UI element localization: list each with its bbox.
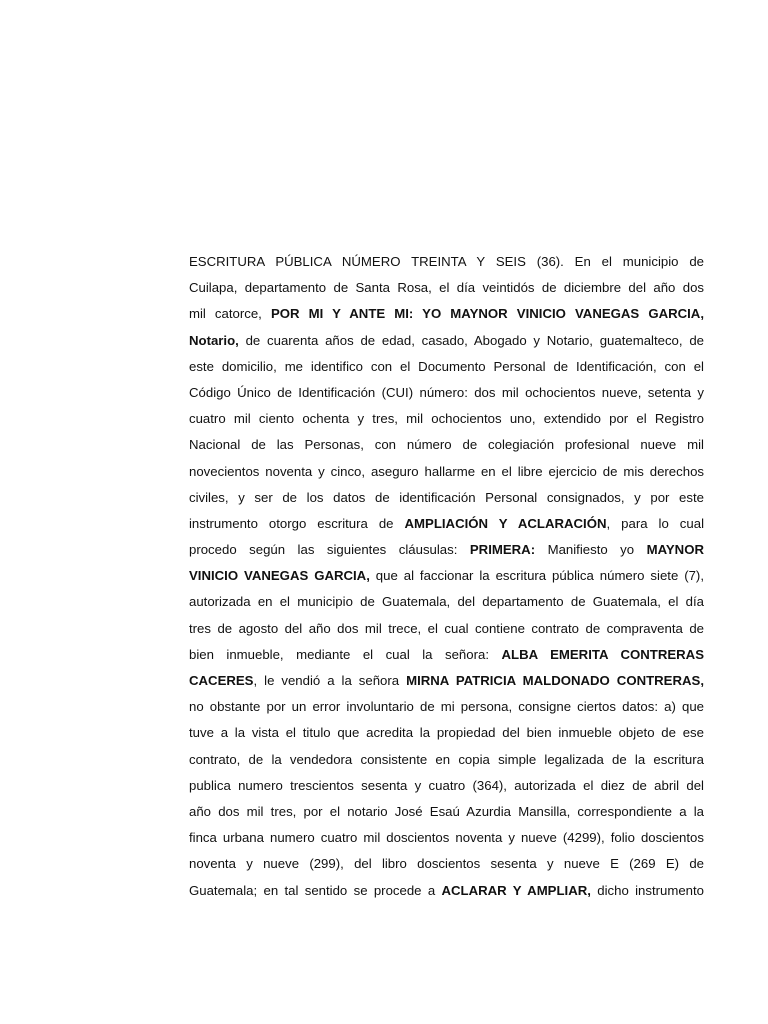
deed-text-body — [189, 249, 704, 904]
text-line — [189, 511, 704, 537]
bold-text-run: MAYNOR — [646, 542, 704, 558]
text-line — [189, 825, 704, 851]
text-run: novecientos noventa y cinco, aseguro hallarme en el libre ejercicio de mis derechos — [189, 463, 704, 479]
text-run: cuatro mil ciento ochenta y tres, mil ochocientos uno, extendido por el Registro — [189, 411, 704, 427]
text-line — [189, 485, 704, 511]
text-run: procedo según las siguientes cláusulas: — [189, 542, 470, 558]
text-line — [189, 301, 704, 327]
text-run: dicho instrumento — [590, 882, 704, 898]
text-line — [189, 616, 704, 642]
text-line — [189, 354, 704, 380]
bold-text-run: ACLARAR Y AMPLIAR, — [441, 882, 591, 898]
text-line — [189, 459, 704, 485]
bold-text-run: PRIMERA: — [469, 542, 536, 558]
text-run: de cuarenta años de edad, casado, Abogado y Notario, guatemalteco, de — [238, 332, 704, 348]
text-run: , para lo cual — [606, 515, 704, 531]
text-line — [189, 432, 704, 458]
text-run: publica numero trescientos sesenta y cuatro (364), autorizada el diez de abril del — [189, 777, 704, 793]
text-line — [189, 537, 704, 563]
text-line — [189, 694, 704, 720]
text-run: este domicilio, me identifico con el Documento Personal de Identificación, con el — [189, 358, 704, 374]
text-run: que al faccionar la escritura pública número siete (7), — [369, 568, 704, 584]
bold-text-run: CACERES — [189, 673, 254, 688]
text-line — [189, 328, 704, 354]
text-run: Nacional de las Personas, con número de colegiación profesional nueve mil — [189, 437, 704, 453]
text-run: civiles, y ser de los datos de identificación Personal consignados, y por este — [189, 489, 704, 505]
text-run: Guatemala; en tal sentido se procede a — [189, 882, 442, 898]
bold-text-run: Notario, — [189, 332, 239, 348]
bold-text-run: VINICIO VANEGAS GARCIA, — [189, 568, 370, 584]
text-line — [189, 406, 704, 432]
text-line — [189, 799, 704, 825]
text-run: Manifiesto yo — [535, 542, 647, 558]
bold-text-run: AMPLIACIÓN Y ACLARACIÓN — [404, 515, 607, 531]
text-line — [189, 851, 704, 877]
bold-text-run: POR MI Y ANTE MI: YO MAYNOR VINICIO VANEGAS GARCIA, — [270, 306, 704, 322]
bold-text-run: MIRNA PATRICIA MALDONADO CONTRERAS, — [406, 673, 704, 688]
bold-text-run: ALBA EMERITA CONTRERAS — [501, 646, 704, 662]
text-run: finca urbana numero cuatro mil doscientos noventa y nueve (4299), folio doscientos — [189, 830, 704, 846]
text-run: noventa y nueve (299), del libro doscientos sesenta y nueve E (269 E) de — [189, 856, 704, 872]
text-run: año dos mil tres, por el notario José Esaú Azurdia Mansilla, correspondiente a la — [189, 803, 704, 819]
text-run: Cuilapa, departamento de Santa Rosa, el día veintidós de diciembre del año dos — [189, 280, 704, 296]
text-line — [189, 275, 704, 301]
text-run: instrumento otorgo escritura de — [189, 515, 405, 531]
text-run: Código Único de Identificación (CUI) número: dos mil ochocientos nueve, setenta y — [189, 384, 704, 400]
text-run: no obstante por un error involuntario de mi persona, consigne ciertos datos: a) que — [189, 699, 704, 715]
text-line — [189, 878, 704, 904]
text-line — [189, 563, 704, 589]
text-line — [189, 380, 704, 406]
text-line — [189, 747, 704, 773]
text-run: ESCRITURA PÚBLICA NÚMERO TREINTA Y SEIS (36). En el municipio de — [189, 254, 704, 269]
text-line — [189, 668, 704, 694]
text-run: tuve a la vista el titulo que acredita la propiedad del bien inmueble objeto de ese — [189, 725, 704, 741]
text-run: mil catorce, — [189, 306, 271, 322]
text-run: tres de agosto del año dos mil trece, el cual contiene contrato de compraventa de — [189, 620, 704, 636]
text-line — [189, 720, 704, 746]
text-run: autorizada en el municipio de Guatemala, del departamento de Guatemala, el día — [189, 594, 704, 610]
text-line — [189, 589, 704, 615]
text-line — [189, 773, 704, 799]
text-line — [189, 249, 704, 275]
text-line — [189, 642, 704, 668]
text-run: contrato, de la vendedora consistente en copia simple legalizada de la escritura — [189, 751, 704, 767]
text-run: , le vendió a la señora — [253, 673, 407, 688]
text-run: bien inmueble, mediante el cual la señora: — [189, 646, 502, 662]
